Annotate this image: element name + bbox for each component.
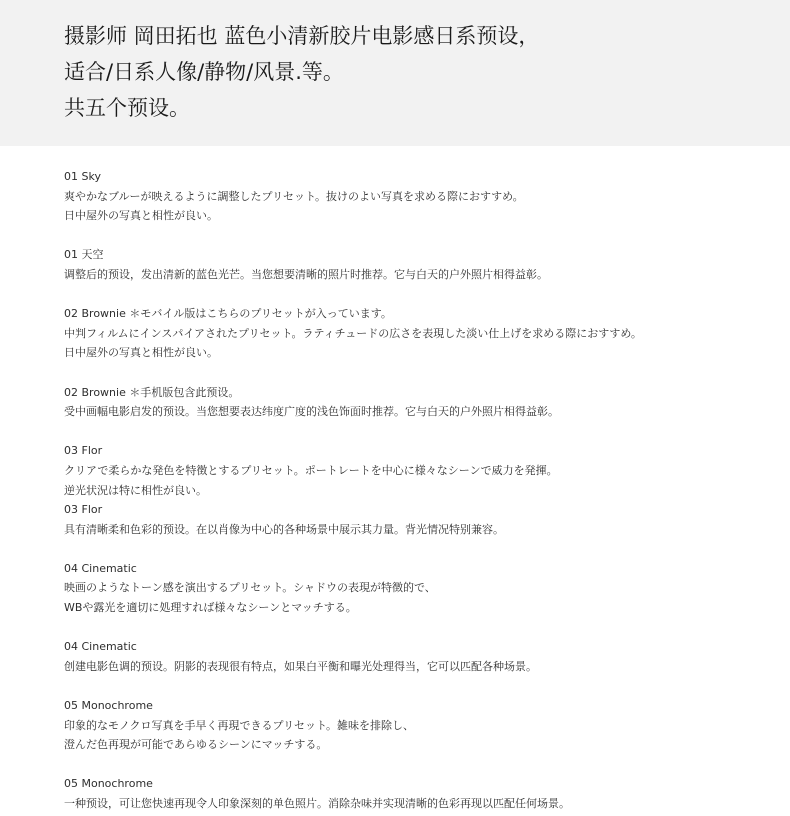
preset-description: 日中屋外の写真と相性が良い。: [64, 346, 218, 360]
spacer: [64, 539, 770, 559]
preset-title: 03 Flor: [64, 444, 103, 458]
preset-description: 中判フィルムにインスパイアされたプリセット。ラティチュードの広さを表現した淡い仕上げを求める際におすすめ。: [64, 326, 642, 340]
header-subtitle-line: 适合/日系人像/静物/风景.等。: [64, 60, 344, 84]
spacer: [64, 618, 770, 638]
preset-description: 澄んだ色再現が可能であらゆるシーンにマッチする。: [64, 738, 328, 752]
preset-block-01-cn: [64, 245, 770, 284]
preset-block-04-jp: [64, 559, 770, 618]
preset-description: 调整后的预设，发出清新的蓝色光芒。当您想要清晰的照片时推荐。它与白天的户外照片相得益彰。: [64, 267, 548, 281]
spacer: [64, 422, 770, 442]
preset-list: [0, 146, 790, 814]
preset-block-04-cn: [64, 637, 770, 676]
preset-title: 05 Monochrome: [64, 777, 153, 791]
header-title-line: 摄影师 岡田拓也 蓝色小清新胶片电影感日系预设，: [64, 24, 540, 48]
preset-description: 受中画幅电影启发的预设。当您想要表达纬度广度的浅色饰面时推荐。它与白天的户外照片相得益彰。: [64, 405, 559, 419]
preset-block-02-cn: [64, 383, 770, 422]
preset-description: 逆光状況は特に相性が良い。: [64, 483, 207, 497]
preset-block-05-jp: [64, 696, 770, 755]
preset-title: 05 Monochrome: [64, 699, 153, 713]
preset-title: 02 Brownie ＊モバイル版はこちらのプリセットが入っています。: [64, 307, 392, 321]
preset-title: 03 Flor: [64, 503, 103, 517]
header-section: [0, 0, 790, 146]
preset-title: 02 Brownie ＊手机版包含此预设。: [64, 385, 240, 399]
preset-block-05-cn: [64, 774, 770, 813]
preset-description: 日中屋外の写真と相性が良い。: [64, 209, 218, 223]
preset-block-03: [64, 441, 770, 539]
preset-description: 映画のようなトーン感を演出するプリセット。シャドウの表現が特徴的で、: [64, 581, 436, 595]
preset-description: 具有清晰柔和色彩的预设。在以肖像为中心的各种场景中展示其力量。背光情况特别兼容。: [64, 522, 504, 536]
preset-description: 一种预设，可让您快速再现令人印象深刻的单色照片。消除杂味并实现清晰的色彩再现以匹配任何场景。: [64, 797, 570, 810]
preset-title: 01 天空: [64, 248, 104, 262]
header-count-line: 共五个预设。: [64, 96, 190, 120]
preset-description: WBや露光を適切に処理すれば様々なシーンとマッチする。: [64, 601, 357, 615]
spacer: [64, 363, 770, 383]
preset-title: 01 Sky: [64, 170, 101, 183]
preset-description: 印象的なモノクロ写真を手早く再現できるプリセット。雑味を排除し、: [64, 718, 415, 732]
preset-description: 创建电影色调的预设。阴影的表现很有特点，如果白平衡和曝光处理得当，它可以匹配各种场景。: [64, 659, 537, 673]
preset-description: クリアで柔らかな発色を特徴とするプリセット。ポートレートを中心に様々なシーンで威力を発揮。: [64, 463, 558, 477]
preset-title: 04 Cinematic: [64, 640, 137, 654]
spacer: [64, 755, 770, 775]
preset-block-02-jp: [64, 304, 770, 363]
preset-title: 04 Cinematic: [64, 561, 137, 575]
spacer: [64, 676, 770, 696]
preset-block-01-jp: [64, 167, 770, 226]
preset-description: 爽やかなブルーが映えるように調整したプリセット。抜けのよい写真を求める際におすすめ。: [64, 189, 524, 203]
spacer: [64, 285, 770, 305]
spacer: [64, 226, 770, 246]
